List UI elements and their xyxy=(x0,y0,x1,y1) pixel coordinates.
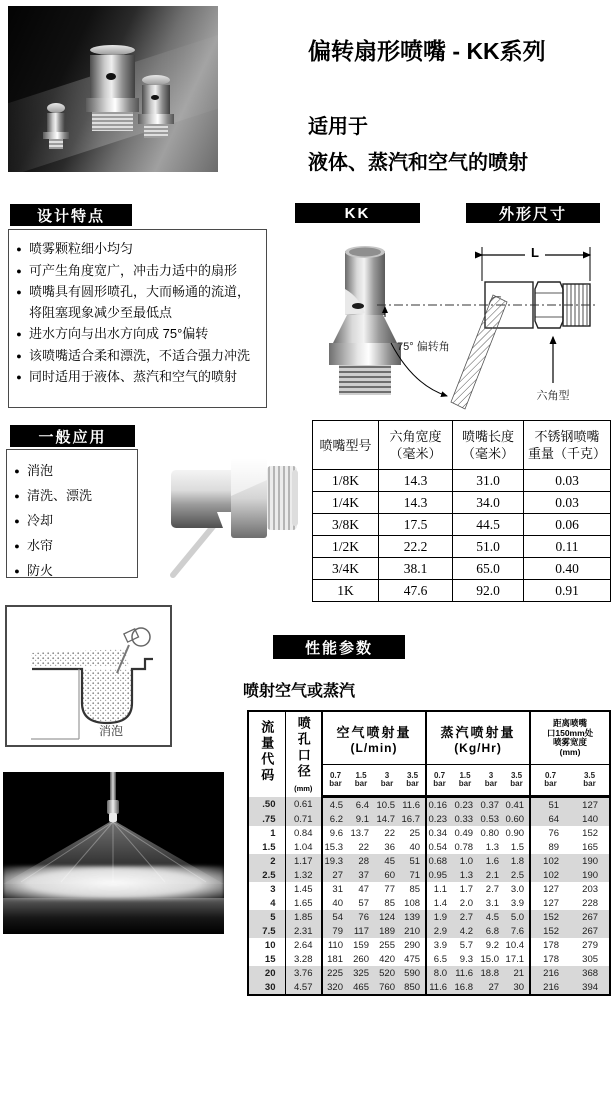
table-cell: 760 xyxy=(374,980,400,995)
bullet-icon: ● xyxy=(16,244,22,254)
table-cell: 117 xyxy=(348,924,374,938)
table-cell: 14.3 xyxy=(379,492,453,514)
table-cell: 0.03 xyxy=(524,492,611,514)
table-cell: 20 xyxy=(248,966,285,980)
table-cell: 13.7 xyxy=(350,827,369,839)
bullet-icon: ● xyxy=(16,350,22,361)
table-cell: 1.4 xyxy=(426,896,452,910)
table-cell: 71 xyxy=(400,868,426,882)
table-cell: 0.78 xyxy=(454,841,474,853)
table-row xyxy=(248,868,610,882)
table-row xyxy=(248,882,610,896)
table-cell: 89 xyxy=(530,840,570,854)
table-cell: 1.8 xyxy=(504,854,530,868)
bullet-icon: ● xyxy=(14,466,20,476)
subtitle-line2: 液体、蒸汽和空气的喷射 xyxy=(308,152,528,174)
table-cell: 1/4K xyxy=(313,492,379,514)
table-cell: 22 xyxy=(358,841,369,853)
table-cell: 25 xyxy=(409,827,421,839)
pressure-column-header: 3.5 bar xyxy=(570,765,610,797)
table-cell: 1.5 xyxy=(262,841,276,853)
table-cell: 0.34 xyxy=(426,826,452,840)
table-cell: 44.5 xyxy=(453,514,524,536)
table-cell: 1.7 xyxy=(459,883,474,895)
table-cell: 0.06 xyxy=(524,514,611,536)
table-cell: 11.6 xyxy=(400,797,426,813)
bullet-icon: ● xyxy=(16,287,22,297)
table-cell: 0.23 xyxy=(426,812,452,826)
table-cell: 65.0 xyxy=(453,558,524,580)
table-cell: 139 xyxy=(400,910,426,924)
nozzle-medium-image xyxy=(142,75,170,138)
table-cell: 76 xyxy=(348,910,374,924)
table-cell: 260 xyxy=(353,953,369,965)
table-cell: 2.9 xyxy=(426,924,452,938)
table-cell: 51 xyxy=(400,854,426,868)
list-item: ● 喷嘴具有圆形喷孔，大而畅通的流道，将阻塞现象减少至最低点 xyxy=(9,282,262,323)
table-cell: 4.5 xyxy=(322,797,348,813)
table-cell: 127 xyxy=(530,882,570,896)
table-cell: 1.32 xyxy=(285,868,322,882)
table-cell: 85 xyxy=(409,883,421,895)
table-cell: 47 xyxy=(358,883,369,895)
table-cell: 1.45 xyxy=(285,882,322,896)
table-row xyxy=(248,910,610,924)
table-cell: 2.0 xyxy=(459,897,474,909)
table-cell: 9.2 xyxy=(485,939,500,951)
performance-table xyxy=(247,710,611,996)
table-cell: 36 xyxy=(384,841,395,853)
table-cell: 28 xyxy=(348,854,374,868)
performance-header: 性能参数 xyxy=(273,635,405,659)
table-cell: 255 xyxy=(379,939,395,951)
table-cell: 51 xyxy=(530,797,570,813)
side-nozzle-image xyxy=(165,450,300,580)
table-cell: 21 xyxy=(504,966,530,980)
table-cell: 1/8K xyxy=(313,470,379,492)
table-cell: 1 xyxy=(270,827,276,839)
pressure-column-header: 0.7 bar xyxy=(322,765,348,797)
table-cell: 10.5 xyxy=(374,797,400,813)
table-cell: 0.33 xyxy=(452,812,478,826)
spray-nozzle-tip xyxy=(109,813,117,822)
applications-header: 一般应用 xyxy=(10,425,135,447)
spray-photo xyxy=(3,772,224,934)
applications-list xyxy=(7,450,137,583)
pressure-column-header: 3.5 bar xyxy=(400,765,426,797)
table-cell: 3.9 xyxy=(426,938,452,952)
table-cell: 0.95 xyxy=(426,868,452,882)
table-cell: 45 xyxy=(374,854,400,868)
table-cell: 2.7 xyxy=(485,883,500,895)
pressure-column-header: 0.7 bar xyxy=(530,765,570,797)
table-cell: 4.57 xyxy=(285,980,322,995)
table-cell: 465 xyxy=(348,980,374,995)
table-row xyxy=(313,470,611,492)
table-cell: 9.1 xyxy=(348,812,374,826)
table-cell: 3 xyxy=(270,883,276,895)
table-cell: 203 xyxy=(582,883,599,895)
bullet-icon: ● xyxy=(16,329,22,339)
table-cell: 3/4K xyxy=(313,558,379,580)
table-cell: 31 xyxy=(322,882,348,896)
table-cell: 2.5 xyxy=(248,868,285,882)
table-cell: 15.3 xyxy=(322,840,348,854)
table-cell: 3.76 xyxy=(285,966,322,980)
table-row xyxy=(248,854,610,868)
steam-group-header: 蒸汽喷射量 (Kg/Hr) xyxy=(426,711,530,765)
table-cell: 0.71 xyxy=(285,812,322,826)
table-cell: 0.11 xyxy=(524,536,611,558)
product-photo xyxy=(8,6,218,172)
table-cell: 15 xyxy=(264,953,276,965)
table-cell: 152 xyxy=(530,910,570,924)
outline-drawing xyxy=(375,233,611,410)
spray-nozzle-stem xyxy=(110,772,116,802)
table-cell: 1.3 xyxy=(452,868,478,882)
pressure-column-header: 1.5 bar xyxy=(348,765,374,797)
table-cell: 3.0 xyxy=(510,883,525,895)
table-cell: 520 xyxy=(374,966,400,980)
table-cell: 1.04 xyxy=(285,840,322,854)
table-cell: 11.6 xyxy=(426,980,452,995)
table-cell: 1.17 xyxy=(285,854,322,868)
dimension-l-label: L xyxy=(531,245,539,260)
table-row xyxy=(248,980,610,995)
spray-width-group-header: 距离喷嘴 口150mm处 喷雾宽度 (mm) xyxy=(530,711,610,765)
pressure-column-header: 0.7 bar xyxy=(426,765,452,797)
table-cell: 2 xyxy=(248,854,285,868)
table-cell: 102 xyxy=(530,854,570,868)
table-cell: 1.0 xyxy=(452,854,478,868)
table-cell: 9.6 xyxy=(322,826,348,840)
list-item: ● 清洗、漂洗 xyxy=(7,484,133,508)
table-row xyxy=(248,826,610,840)
table-cell: 325 xyxy=(348,966,374,980)
table-cell: 2.31 xyxy=(285,924,322,938)
table-cell: 10 xyxy=(264,939,276,951)
hex-type-label: 六角型 xyxy=(536,390,570,402)
table-cell: 850 xyxy=(400,980,426,995)
defoam-diagram xyxy=(5,605,172,747)
table-cell: 76 xyxy=(530,826,570,840)
table-cell: 0.49 xyxy=(454,827,474,839)
table-cell: 2.7 xyxy=(452,910,478,924)
nozzle-orifice xyxy=(106,73,116,80)
table-cell: 190 xyxy=(570,868,610,882)
table-cell: 1.3 xyxy=(485,841,500,853)
table-cell: 165 xyxy=(582,841,599,853)
table-cell: 108 xyxy=(404,897,421,909)
table-cell: 228 xyxy=(582,897,599,909)
applications-box xyxy=(6,449,138,578)
table-row xyxy=(313,580,611,602)
table-cell: 152 xyxy=(530,924,570,938)
table-row xyxy=(248,840,610,854)
table-cell: 127 xyxy=(570,797,610,813)
table-cell: 10.4 xyxy=(505,939,525,951)
table-cell: 57 xyxy=(358,897,369,909)
table-cell: 16.8 xyxy=(452,980,478,995)
table-cell: 0.37 xyxy=(478,797,504,813)
design-features-header: 设计特点 xyxy=(10,204,132,226)
dimensions-header-row xyxy=(313,421,611,470)
bullet-icon: ● xyxy=(14,516,20,526)
table-cell: 394 xyxy=(570,980,610,995)
table-cell: 178 xyxy=(530,952,570,966)
bullet-icon: ● xyxy=(14,491,20,501)
table-cell: 368 xyxy=(570,966,610,980)
table-cell: 216 xyxy=(530,966,570,980)
table-row xyxy=(313,514,611,536)
table-row xyxy=(248,924,610,938)
table-cell: 190 xyxy=(570,854,610,868)
table-cell: 4.2 xyxy=(452,924,478,938)
table-cell: 8.0 xyxy=(426,966,452,980)
design-features-list xyxy=(9,230,266,388)
table-cell: 6.4 xyxy=(348,797,374,813)
table-cell: 51.0 xyxy=(453,536,524,558)
performance-table-body xyxy=(248,797,610,996)
table-cell: 2.1 xyxy=(478,868,504,882)
list-item: ● 水帘 xyxy=(7,534,133,558)
table-row xyxy=(248,812,610,826)
table-cell: 4 xyxy=(270,897,276,909)
table-cell: 3/8K xyxy=(313,514,379,536)
table-cell: 124 xyxy=(374,910,400,924)
spray-nozzle-fitting xyxy=(107,800,119,814)
bullet-icon: ● xyxy=(14,541,20,551)
table-cell: 181 xyxy=(322,952,348,966)
list-item: ● 消泡 xyxy=(7,459,133,483)
table-cell: 0.60 xyxy=(504,812,530,826)
list-item: ● 防火 xyxy=(7,559,133,583)
table-cell: 22.2 xyxy=(379,536,453,558)
page-title: 偏转扇形喷嘴 - KK系列 xyxy=(308,38,546,64)
table-cell: 7.5 xyxy=(248,924,285,938)
table-cell: 6.5 xyxy=(426,952,452,966)
table-cell: .50 xyxy=(248,797,285,813)
list-item: ● 喷雾颗粒细小均匀 xyxy=(9,239,262,260)
table-cell: 216 xyxy=(530,980,570,995)
table-cell: 0.84 xyxy=(285,826,322,840)
table-cell: 4.5 xyxy=(478,910,504,924)
table-cell: 5.7 xyxy=(459,939,474,951)
table-cell: 79 xyxy=(322,924,348,938)
table-cell: 1K xyxy=(313,580,379,602)
pressure-column-header: 3 bar xyxy=(478,765,504,797)
bullet-icon: ● xyxy=(14,566,20,576)
table-cell: 64 xyxy=(530,812,570,826)
defoam-label: 消泡 xyxy=(98,724,124,738)
design-features-box xyxy=(8,229,267,408)
table-cell: 0.16 xyxy=(426,797,452,813)
table-cell: 290 xyxy=(404,939,421,951)
table-cell: 1.1 xyxy=(426,882,452,896)
table-cell: 6.8 xyxy=(478,924,504,938)
table-cell: 18.8 xyxy=(478,966,504,980)
nozzle-orifice xyxy=(151,95,159,100)
nozzle-small-image xyxy=(47,103,65,149)
table-row xyxy=(248,896,610,910)
table-cell: 110 xyxy=(322,938,348,952)
pressure-column-header: 3 bar xyxy=(374,765,400,797)
table-cell: 102 xyxy=(530,868,570,882)
table-cell: 77 xyxy=(384,883,395,895)
table-cell: 320 xyxy=(322,980,348,995)
table-cell: 14.3 xyxy=(379,470,453,492)
table-cell: 16.7 xyxy=(400,812,426,826)
table-cell: 590 xyxy=(400,966,426,980)
orifice-header: 喷孔口径 (mm) xyxy=(285,711,322,797)
table-cell: 0.53 xyxy=(478,812,504,826)
table-cell: 0.68 xyxy=(426,854,452,868)
table-cell: 267 xyxy=(570,910,610,924)
dimensions-table xyxy=(312,420,611,602)
table-cell: 0.80 xyxy=(480,827,500,839)
spray-mist-band xyxy=(3,866,224,900)
table-row xyxy=(248,797,610,813)
table-cell: 0.54 xyxy=(426,840,452,854)
list-item: ● 可产生角度宽广，冲击力适中的扇形 xyxy=(9,261,262,282)
table-cell: 15.0 xyxy=(480,953,500,965)
table-cell: 210 xyxy=(400,924,426,938)
table-row xyxy=(313,492,611,514)
table-cell: 0.41 xyxy=(504,797,530,813)
table-cell: 5 xyxy=(248,910,285,924)
table-cell: 189 xyxy=(374,924,400,938)
list-item: ● 进水方向与出水方向成 75°偏转 xyxy=(9,324,262,345)
table-cell: 5.0 xyxy=(504,910,530,924)
table-cell: 2.5 xyxy=(504,868,530,882)
table-cell: 0.03 xyxy=(524,470,611,492)
pressure-column-header: 1.5 bar xyxy=(452,765,478,797)
table-cell: 54 xyxy=(322,910,348,924)
table-cell: 420 xyxy=(379,953,395,965)
table-cell: 27 xyxy=(322,868,348,882)
table-cell: 305 xyxy=(582,953,599,965)
table-cell: 178 xyxy=(530,938,570,952)
table-cell: 7.6 xyxy=(504,924,530,938)
table-cell: 38.1 xyxy=(379,558,453,580)
table-cell: 11.6 xyxy=(452,966,478,980)
table-cell: 22 xyxy=(384,827,395,839)
bullet-icon: ● xyxy=(16,372,22,382)
table-cell: 1.65 xyxy=(285,896,322,910)
table-cell: 14.7 xyxy=(374,812,400,826)
table-cell: 3.1 xyxy=(485,897,500,909)
table-cell: 2.64 xyxy=(285,938,322,952)
table-cell: 1.5 xyxy=(510,841,525,853)
table-cell: 267 xyxy=(570,924,610,938)
table-cell: 40 xyxy=(322,896,348,910)
pressure-column-header: 3.5 bar xyxy=(504,765,530,797)
air-group-header: 空气喷射量 (L/min) xyxy=(322,711,426,765)
subtitle-line1: 适用于 xyxy=(308,116,368,138)
table-row xyxy=(248,966,610,980)
list-item: ● 冷却 xyxy=(7,509,133,533)
table-row xyxy=(248,952,610,966)
table-cell: 3.28 xyxy=(285,952,322,966)
nozzle-large-image xyxy=(90,45,135,131)
table-cell: 6.2 xyxy=(322,812,348,826)
table-cell: 17.1 xyxy=(505,953,525,965)
table-cell: 140 xyxy=(570,812,610,826)
column-header: 喷嘴型号 xyxy=(313,421,379,470)
table-cell: 1.85 xyxy=(285,910,322,924)
table-cell: 92.0 xyxy=(453,580,524,602)
table-cell: 159 xyxy=(353,939,369,951)
column-header: 六角宽度 （毫米） xyxy=(379,421,453,470)
table-cell: 1.9 xyxy=(426,910,452,924)
table-cell: 47.6 xyxy=(379,580,453,602)
table-cell: 0.40 xyxy=(524,558,611,580)
table-cell: 27 xyxy=(478,980,504,995)
table-cell: 127 xyxy=(530,896,570,910)
table-cell: 40 xyxy=(409,841,421,853)
column-header: 喷嘴长度 （毫米） xyxy=(453,421,524,470)
table-cell: 0.91 xyxy=(524,580,611,602)
table-row xyxy=(248,938,610,952)
table-cell: 60 xyxy=(374,868,400,882)
table-cell: .75 xyxy=(248,812,285,826)
table-row xyxy=(313,536,611,558)
table-cell: 19.3 xyxy=(322,854,348,868)
table-cell: 85 xyxy=(384,897,395,909)
table-cell: 225 xyxy=(322,966,348,980)
table-cell: 0.23 xyxy=(452,797,478,813)
table-cell: 17.5 xyxy=(379,514,453,536)
performance-subtitle: 喷射空气或蒸汽 xyxy=(243,683,356,700)
deflection-angle-label: 75° 偏转角 xyxy=(397,341,450,353)
table-cell: 1.6 xyxy=(478,854,504,868)
table-cell: 0.61 xyxy=(285,797,322,813)
table-cell: 34.0 xyxy=(453,492,524,514)
spray-reflection xyxy=(3,898,224,934)
table-cell: 3.9 xyxy=(510,897,525,909)
table-cell: 1/2K xyxy=(313,536,379,558)
table-cell: 279 xyxy=(582,939,599,951)
table-row xyxy=(313,558,611,580)
list-item: ● 同时适用于液体、蒸汽和空气的喷射 xyxy=(9,367,262,388)
table-cell: 0.90 xyxy=(505,827,525,839)
table-cell: 30 xyxy=(504,980,530,995)
outline-section-header: 外形尺寸 xyxy=(466,203,600,223)
table-cell: 152 xyxy=(582,827,599,839)
dimensions-table-body xyxy=(313,470,611,602)
flow-code-header: 流量代码 xyxy=(248,711,285,797)
column-header: 不锈钢喷嘴 重量（千克） xyxy=(524,421,611,470)
table-cell: 30 xyxy=(248,980,285,995)
table-cell: 37 xyxy=(348,868,374,882)
table-cell: 31.0 xyxy=(453,470,524,492)
bullet-icon: ● xyxy=(16,265,22,276)
list-item: ● 该喷嘴适合柔和漂洗，不适合强力冲洗 xyxy=(9,346,262,367)
table-cell: 9.3 xyxy=(459,953,474,965)
table-cell: 475 xyxy=(404,953,421,965)
performance-group-header-row xyxy=(248,711,610,765)
kk-section-header: KK xyxy=(295,203,420,223)
